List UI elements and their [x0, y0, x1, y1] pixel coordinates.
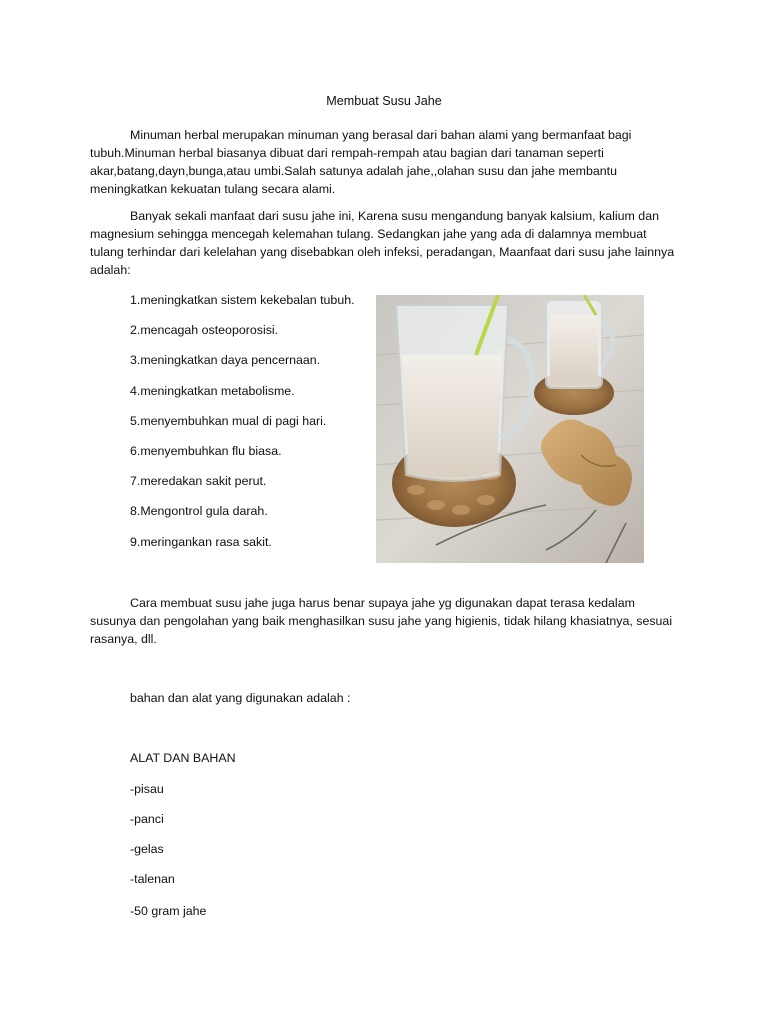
- document-title: Membuat Susu Jahe: [326, 94, 442, 108]
- intro-text: Minuman herbal merupakan minuman yang berasal dari bahan alami yang bermanfaat bagi tubuh.Minuman herbal biasanya dibuat dari rempah-rempah atau bagian dari tanaman seperti akar,batang,dayn,bunga,atau umbi.Salah satunya adalah jahe,,olahan susu dan jahe membantu meningkatkan kekuatan tulang secara alami.: [90, 128, 632, 196]
- benefits-list: [130, 291, 355, 563]
- benefits-intro-text: Banyak sekali manfaat dari susu jahe ini, Karena susu mengandung banyak kalsium, kalium dan magnesium sehingga mencegah kelemahan tulang. Sedangkan jahe yang ada di dalamnya membuat tulang terhindar dari kelelahan yang disebabkan oleh infeksi, peradangan, Maanfaat dari susu jahe lainnya adalah:: [90, 209, 675, 277]
- benefit-item: 5.menyembuhkan mual di pagi hari.: [130, 413, 327, 428]
- benefit-item: 8.Mengontrol gula darah.: [130, 504, 268, 519]
- material-item: -talenan: [130, 872, 175, 886]
- material-item: -50 gram jahe: [130, 904, 207, 918]
- ginger-milk-photo: [376, 295, 644, 563]
- benefit-item: 2.mencagah osteoporosisi.: [130, 323, 279, 338]
- method-text: Cara membuat susu jahe juga harus benar supaya jahe yg digunakan dapat terasa kedalam susunya dan pengolahan yang baik menghasilkan susu jahe yang higienis, tidak hilang khasiatnya, sesuai rasanya, dll.: [90, 596, 673, 646]
- materials-heading: ALAT DAN BAHAN: [130, 751, 236, 765]
- material-item: -pisau: [130, 782, 164, 796]
- benefit-item: 6.menyembuhkan flu biasa.: [130, 443, 282, 458]
- materials-intro: bahan dan alat yang digunakan adalah :: [130, 691, 351, 705]
- material-item: -panci: [130, 812, 164, 826]
- intro-paragraph: [90, 126, 680, 198]
- benefit-item: 3.meningkatkan daya pencernaan.: [130, 353, 321, 368]
- material-item: -gelas: [130, 842, 164, 856]
- benefit-item: 4.meningkatkan metabolisme.: [130, 383, 295, 398]
- benefit-item: 7.meredakan sakit perut.: [130, 474, 267, 489]
- benefit-item: 1.meningkatkan sistem kekebalan tubuh.: [130, 293, 355, 307]
- benefit-item: 9.meringankan rasa sakit.: [130, 534, 272, 549]
- method-paragraph: [90, 594, 680, 648]
- benefits-intro-paragraph: [90, 207, 680, 279]
